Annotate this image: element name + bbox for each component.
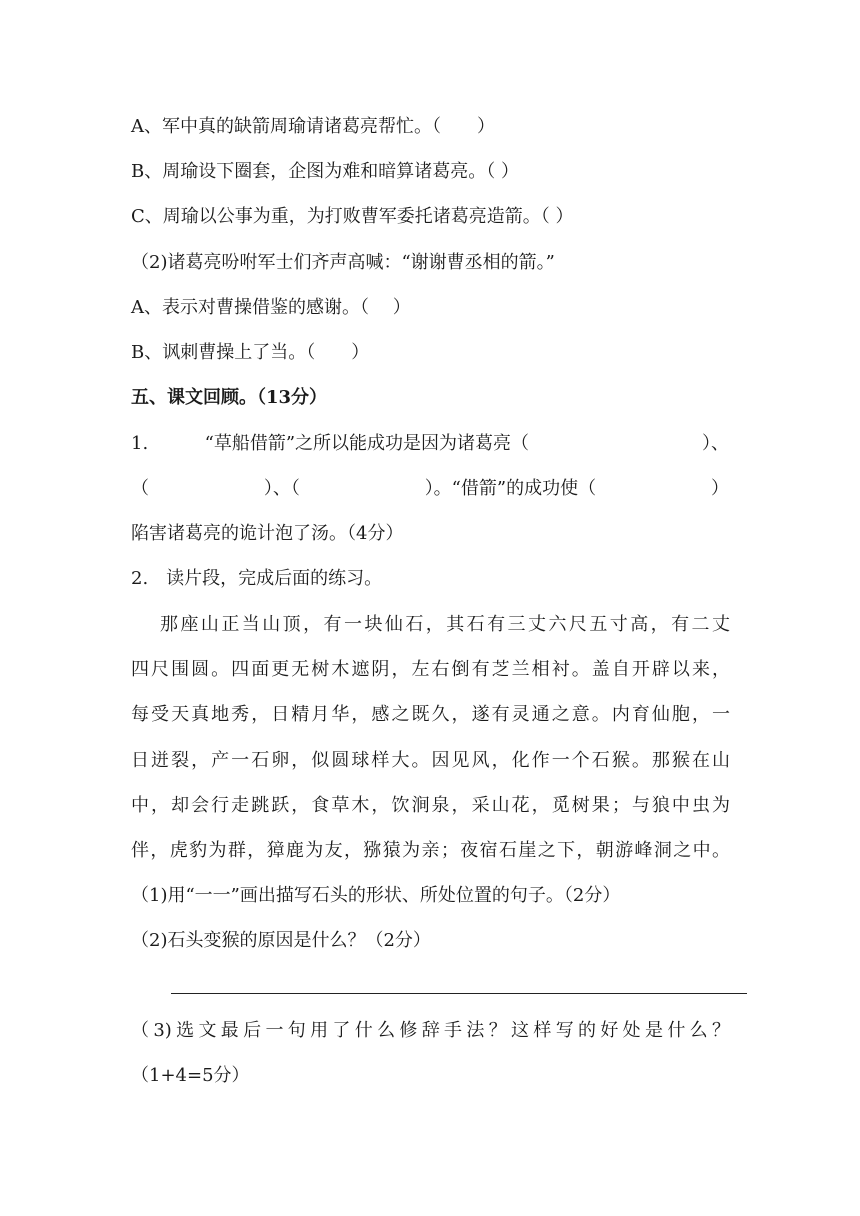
question-text: “草船借箭”之所以能成功是因为诸葛亮（ <box>204 433 530 454</box>
question-text: ）。“借箭”的成功使（ <box>424 478 597 499</box>
sub-question-2: （2)石头变猴的原因是什么？（2分） <box>131 930 431 951</box>
sub2-option-a-line: A、表示对曹操借鉴的感谢。（ ） <box>131 297 411 318</box>
question-number: 1. <box>131 433 149 454</box>
passage-line: 每受天真地秀，日精月华，感之既久，遂有灵通之意。内育仙胞，一 <box>131 704 730 725</box>
sub2-option-b-line: B、讽刺曹操上了当。（ ） <box>131 342 370 363</box>
answer-blank <box>322 477 402 501</box>
question-text: ）、（ <box>263 478 300 499</box>
answer-blank <box>619 477 689 501</box>
passage-line: 四尺围圆。四面更无树木遮阴，左右倒有芝兰相衬。盖自开辟以来， <box>131 659 730 680</box>
option-c-line: C、周瑜以公事为重，为打败曹军委托诸葛亮造箭。（ ） <box>131 206 574 227</box>
passage-line: 中，却会行走跳跃，食草木，饮涧泉，采山花，觅树果；与狼中虫为 <box>131 795 730 816</box>
answer-line <box>171 993 747 994</box>
passage-line: 日迸裂，产一石卵，似圆球样大。因见风，化作一个石猴。那猴在山 <box>131 750 730 771</box>
sub-question-2-prompt: （2)诸葛亮吩咐军士们齐声高喊：“谢谢曹丞相的箭。” <box>131 252 555 273</box>
sub-question-1: （1)用“一一”画出描写石头的形状、所处位置的句子。（2分） <box>131 885 621 906</box>
answer-blank <box>586 432 646 456</box>
option-b-line: B、周瑜设下圈套，企图为难和暗算诸葛亮。（ ） <box>131 161 519 182</box>
section-heading: 五、课文回顾。（13分） <box>131 387 328 408</box>
question-text: ） <box>710 478 729 499</box>
question-2-prompt: 2. 读片段，完成后面的练习。 <box>131 568 383 589</box>
passage-line: 伴，虎豹为群，獐鹿为友，猕猿为亲；夜宿石崖之下，朝游峰洞之中。 <box>131 840 730 861</box>
question-1-line-1 <box>131 432 729 456</box>
option-a-line: A、军中真的缺箭周瑜请诸葛亮帮忙。（ ） <box>131 116 495 137</box>
sub-question-3-line-1: （3)选文最后一句用了什么修辞手法？这样写的好处是什么？ <box>131 1020 730 1041</box>
question-1-line-2 <box>131 477 729 501</box>
sub-question-3-line-2: （1+4=5分） <box>131 1065 250 1086</box>
answer-blank <box>171 477 241 501</box>
question-1-line-3: 陷害诸葛亮的诡计泡了汤。（4分） <box>131 523 404 544</box>
passage-line: 那座山正当山顶，有一块仙石，其石有三丈六尺五寸高，有二丈 <box>160 614 730 635</box>
question-text: ）、 <box>702 433 729 454</box>
question-text: （ <box>131 478 149 499</box>
